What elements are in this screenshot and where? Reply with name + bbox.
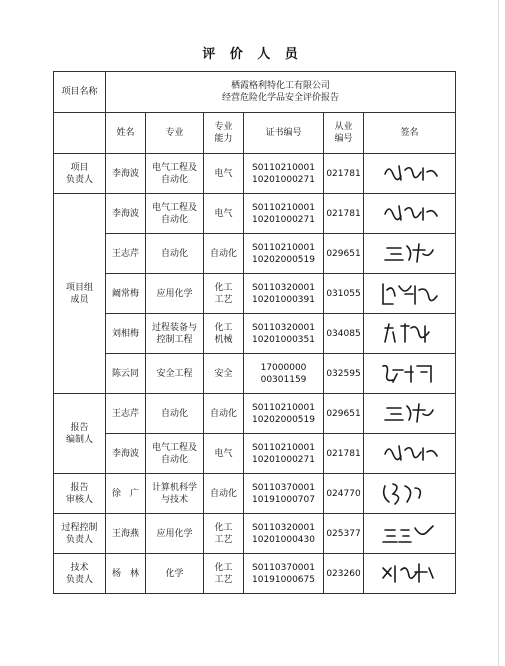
person-employee-number: 024770 <box>324 474 364 514</box>
person-cert-number: S0110370001 10191000707 <box>244 474 324 514</box>
handwritten-signature <box>379 520 441 548</box>
person-row <box>54 154 456 194</box>
person-ability: 化工 机械 <box>204 314 244 354</box>
person-major: 自动化 <box>146 234 204 274</box>
signature-cell <box>364 354 456 394</box>
person-employee-number: 032595 <box>324 354 364 394</box>
handwritten-signature <box>379 400 441 428</box>
person-name: 刘相梅 <box>106 314 146 354</box>
col-major-header: 专业 <box>146 113 204 154</box>
person-name: 李海波 <box>106 434 146 474</box>
person-row <box>54 394 456 434</box>
person-row <box>54 194 456 234</box>
role-cell: 技术 负责人 <box>54 554 106 594</box>
person-employee-number: 029651 <box>324 394 364 434</box>
col-ability-header: 专业 能力 <box>204 113 244 154</box>
person-name: 李海波 <box>106 154 146 194</box>
handwritten-signature <box>379 480 441 508</box>
person-ability: 化工 工艺 <box>204 554 244 594</box>
person-employee-number: 021781 <box>324 434 364 474</box>
signature-cell <box>364 554 456 594</box>
person-ability: 自动化 <box>204 234 244 274</box>
person-major: 计算机科学 与技术 <box>146 474 204 514</box>
person-cert-number: S0110210001 10201000271 <box>244 194 324 234</box>
role-cell: 项目 负责人 <box>54 154 106 194</box>
signature-cell <box>364 394 456 434</box>
person-cert-number: S0110210001 10202000519 <box>244 394 324 434</box>
person-major: 安全工程 <box>146 354 204 394</box>
handwritten-signature <box>379 320 441 348</box>
person-name: 王海燕 <box>106 514 146 554</box>
col-employee-header: 从业 编号 <box>324 113 364 154</box>
person-row <box>54 354 456 394</box>
signature-cell <box>364 234 456 274</box>
person-name: 徐 广 <box>106 474 146 514</box>
person-cert-number: S0110320001 10201000351 <box>244 314 324 354</box>
person-ability: 电气 <box>204 154 244 194</box>
signature-cell <box>364 274 456 314</box>
signature-cell <box>364 434 456 474</box>
person-ability: 化工 工艺 <box>204 514 244 554</box>
person-major: 电气工程及 自动化 <box>146 194 204 234</box>
handwritten-signature <box>379 560 441 588</box>
column-header-row <box>54 113 456 154</box>
person-row <box>54 234 456 274</box>
person-cert-number: S0110320001 10201000430 <box>244 514 324 554</box>
person-major: 过程装备与 控制工程 <box>146 314 204 354</box>
person-ability: 自动化 <box>204 474 244 514</box>
person-employee-number: 029651 <box>324 234 364 274</box>
person-name: 阚常梅 <box>106 274 146 314</box>
person-name: 王志芹 <box>106 234 146 274</box>
signature-cell <box>364 154 456 194</box>
handwritten-signature <box>379 160 441 188</box>
person-employee-number: 023260 <box>324 554 364 594</box>
col-signature-header: 签名 <box>364 113 456 154</box>
blank-header-cell <box>54 113 106 154</box>
signature-cell <box>364 514 456 554</box>
person-cert-number: S0110320001 10201000391 <box>244 274 324 314</box>
person-row <box>54 434 456 474</box>
project-row <box>54 72 456 113</box>
person-name: 陈云同 <box>106 354 146 394</box>
role-cell: 报告 编制人 <box>54 394 106 474</box>
person-row <box>54 554 456 594</box>
person-cert-number: S0110210001 10202000519 <box>244 234 324 274</box>
signature-cell <box>364 194 456 234</box>
person-row <box>54 314 456 354</box>
person-ability: 电气 <box>204 434 244 474</box>
signature-cell <box>364 474 456 514</box>
project-name-value: 栖霞格利特化工有限公司 经营危险化学品安全评价报告 <box>106 72 456 113</box>
person-ability: 化工 工艺 <box>204 274 244 314</box>
person-ability: 电气 <box>204 194 244 234</box>
person-name: 李海波 <box>106 194 146 234</box>
page-title: 评 价 人 员 <box>202 47 303 62</box>
person-name: 王志芹 <box>106 394 146 434</box>
person-major: 应用化学 <box>146 514 204 554</box>
project-name-label: 项目名称 <box>54 72 106 113</box>
col-cert-header: 证书编号 <box>244 113 324 154</box>
person-major: 电气工程及 自动化 <box>146 434 204 474</box>
person-employee-number: 031055 <box>324 274 364 314</box>
person-ability: 自动化 <box>204 394 244 434</box>
handwritten-signature <box>379 200 441 228</box>
person-employee-number: 025377 <box>324 514 364 554</box>
role-cell: 报告 审核人 <box>54 474 106 514</box>
scan-edge <box>498 0 505 666</box>
person-employee-number: 021781 <box>324 154 364 194</box>
handwritten-signature <box>379 440 441 468</box>
person-major: 化学 <box>146 554 204 594</box>
person-cert-number: S0110210001 10201000271 <box>244 434 324 474</box>
person-major: 应用化学 <box>146 274 204 314</box>
person-ability: 安全 <box>204 354 244 394</box>
handwritten-signature <box>379 280 441 308</box>
person-row <box>54 274 456 314</box>
role-cell: 过程控制 负责人 <box>54 514 106 554</box>
person-employee-number: 021781 <box>324 194 364 234</box>
person-cert-number: S0110370001 10191000675 <box>244 554 324 594</box>
evaluators-table <box>53 71 456 594</box>
col-name-header: 姓名 <box>106 113 146 154</box>
person-row <box>54 474 456 514</box>
handwritten-signature <box>379 360 441 388</box>
person-cert-number: 17000000 00301159 <box>244 354 324 394</box>
person-row <box>54 514 456 554</box>
role-cell: 项目组 成员 <box>54 194 106 394</box>
person-employee-number: 034085 <box>324 314 364 354</box>
person-major: 电气工程及 自动化 <box>146 154 204 194</box>
person-name: 杨 林 <box>106 554 146 594</box>
person-major: 自动化 <box>146 394 204 434</box>
signature-cell <box>364 314 456 354</box>
person-cert-number: S0110210001 10201000271 <box>244 154 324 194</box>
handwritten-signature <box>379 240 441 268</box>
